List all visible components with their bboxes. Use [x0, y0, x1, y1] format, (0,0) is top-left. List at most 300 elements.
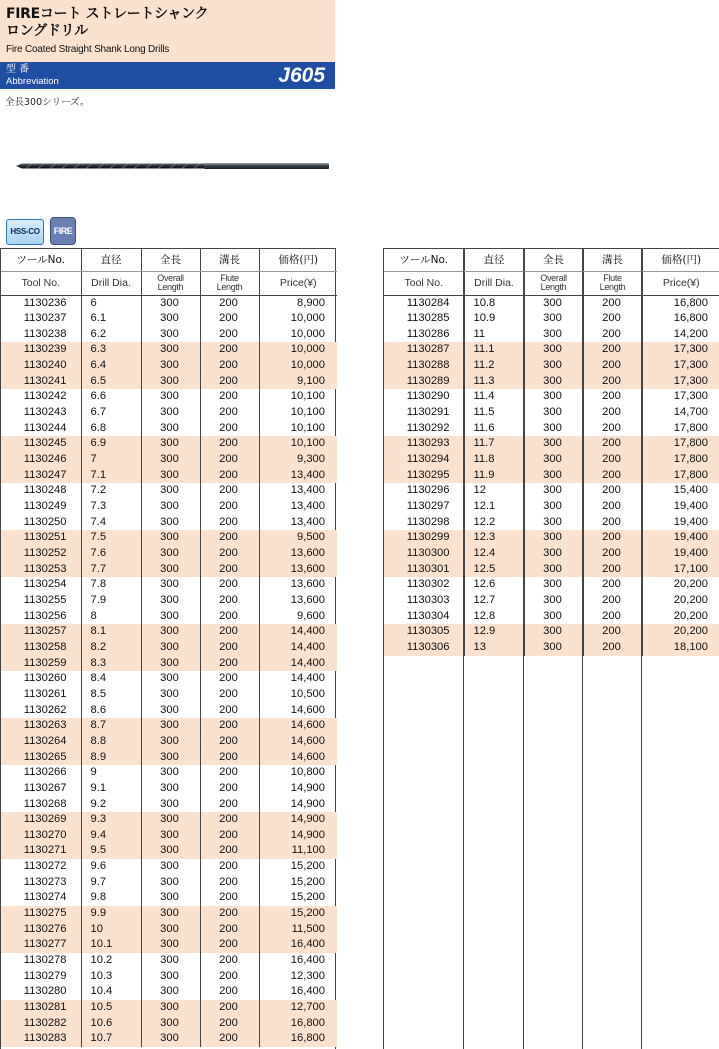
cell-price: 14,700 — [673, 406, 708, 419]
cell-overall-length: 300 — [141, 389, 200, 405]
cell-drill-dia: 12 — [464, 483, 524, 499]
cell-tool-no: 1130285 — [384, 311, 464, 327]
table-row — [384, 640, 719, 656]
cell-overall-length: 300 — [141, 656, 200, 672]
cell-price: 14,900 — [290, 797, 325, 810]
header-tool-no-jp: ツールNo. — [1, 249, 81, 271]
cell-price: 16,400 — [290, 985, 325, 998]
cell-tool-no: 1130254 — [1, 577, 81, 593]
cell-overall-length: 300 — [141, 781, 200, 797]
cell-drill-dia: 10.7 — [81, 1031, 141, 1047]
table-row — [1, 922, 337, 938]
header-dia-jp: 直径 — [464, 249, 524, 271]
cell-flute-length: 200 — [583, 530, 642, 546]
table-row — [1, 327, 337, 343]
cell-drill-dia: 12.3 — [464, 530, 524, 546]
cell-drill-dia: 8.9 — [81, 750, 141, 766]
cell-drill-dia: 8.1 — [81, 624, 141, 640]
cell-tool-no: 1130286 — [384, 327, 464, 343]
cell-tool-no: 1130282 — [1, 1016, 81, 1032]
cell-flute-length: 200 — [200, 624, 259, 640]
cell-price: 16,800 — [673, 296, 708, 309]
cell-price: 15,200 — [259, 906, 337, 922]
cell-flute-length: 200 — [583, 421, 642, 437]
cell-price: 14,400 — [259, 624, 337, 640]
header-flute-en: Flute Length — [200, 271, 259, 295]
table-row — [1, 843, 337, 859]
cell-drill-dia: 6.7 — [81, 405, 141, 421]
cell-overall-length: 300 — [141, 327, 200, 343]
cell-flute-length: 200 — [200, 577, 259, 593]
abbreviation-bar — [0, 62, 335, 89]
table-row — [384, 436, 719, 452]
cell-tool-no: 1130304 — [384, 609, 464, 625]
cell-overall-length: 300 — [141, 937, 200, 953]
hss-co-badge-icon: HSS-CO — [6, 219, 44, 245]
cell-price: 15,200 — [290, 875, 325, 888]
table-row — [384, 483, 719, 499]
table-row — [1, 389, 337, 405]
cell-tool-no: 1130255 — [1, 593, 81, 609]
table-row — [384, 374, 719, 390]
cell-overall-length: 300 — [141, 812, 200, 828]
cell-drill-dia: 9.7 — [81, 875, 141, 891]
table-row — [384, 562, 719, 578]
cell-tool-no: 1130260 — [1, 671, 81, 687]
cell-drill-dia: 9.9 — [81, 906, 141, 922]
cell-tool-no: 1130238 — [1, 327, 81, 343]
cell-price: 14,900 — [290, 781, 325, 794]
page-title-line2: ロングドリル — [6, 23, 88, 39]
cell-price: 20,200 — [673, 609, 708, 622]
cell-tool-no: 1130272 — [1, 859, 81, 875]
cell-price: 17,300 — [642, 358, 719, 374]
cell-drill-dia: 9 — [81, 765, 141, 781]
cell-price: 8,900 — [297, 296, 325, 309]
cell-drill-dia: 7.3 — [81, 499, 141, 515]
table-row — [384, 295, 719, 311]
table-row — [384, 311, 719, 327]
cell-overall-length: 300 — [141, 906, 200, 922]
cell-overall-length: 300 — [141, 609, 200, 625]
cell-flute-length: 200 — [583, 483, 642, 499]
cell-tool-no: 1130288 — [384, 358, 464, 374]
cell-drill-dia: 11.2 — [464, 358, 524, 374]
cell-overall-length: 300 — [141, 828, 200, 844]
cell-tool-no: 1130296 — [384, 483, 464, 499]
cell-price: 12,300 — [290, 969, 325, 982]
cell-price: 17,300 — [642, 342, 719, 358]
cell-drill-dia: 7.9 — [81, 593, 141, 609]
table-row — [1, 562, 337, 578]
table-row — [1, 1031, 337, 1047]
cell-overall-length: 300 — [141, 295, 200, 311]
cell-price: 10,100 — [290, 390, 325, 403]
cell-flute-length: 200 — [200, 436, 259, 452]
cell-flute-length: 200 — [583, 609, 642, 625]
cell-drill-dia: 8.7 — [81, 718, 141, 734]
cell-flute-length: 200 — [200, 687, 259, 703]
abbreviation-label-en: Abbreviation — [6, 76, 59, 87]
cell-flute-length: 200 — [200, 515, 259, 531]
cell-drill-dia: 12.6 — [464, 577, 524, 593]
cell-flute-length: 200 — [583, 358, 642, 374]
table-row — [1, 609, 337, 625]
table-row — [1, 937, 337, 953]
cell-overall-length: 300 — [141, 875, 200, 891]
cell-price: 14,400 — [259, 640, 337, 656]
table-row — [384, 452, 719, 468]
cell-price: 10,100 — [290, 406, 325, 419]
cell-flute-length: 200 — [200, 922, 259, 938]
table-row — [1, 1000, 337, 1016]
cell-tool-no: 1130265 — [1, 750, 81, 766]
cell-tool-no: 1130267 — [1, 781, 81, 797]
spec-table-left — [0, 248, 336, 1049]
cell-price: 14,600 — [259, 718, 337, 734]
cell-drill-dia: 8.2 — [81, 640, 141, 656]
cell-tool-no: 1130261 — [1, 687, 81, 703]
cell-drill-dia: 9.4 — [81, 828, 141, 844]
cell-tool-no: 1130243 — [1, 405, 81, 421]
cell-overall-length: 300 — [141, 984, 200, 1000]
cell-overall-length: 300 — [524, 546, 583, 562]
cell-drill-dia: 6.8 — [81, 421, 141, 437]
cell-tool-no: 1130289 — [384, 374, 464, 390]
cell-drill-dia: 7.2 — [81, 483, 141, 499]
table-row — [1, 953, 337, 969]
cell-tool-no: 1130274 — [1, 890, 81, 906]
cell-overall-length: 300 — [141, 436, 200, 452]
cell-tool-no: 1130247 — [1, 468, 81, 484]
cell-overall-length: 300 — [141, 593, 200, 609]
cell-flute-length: 200 — [200, 797, 259, 813]
table-row — [384, 609, 719, 625]
cell-tool-no: 1130297 — [384, 499, 464, 515]
cell-overall-length: 300 — [141, 859, 200, 875]
cell-drill-dia: 9.3 — [81, 812, 141, 828]
cell-tool-no: 1130287 — [384, 342, 464, 358]
cell-drill-dia: 11.1 — [464, 342, 524, 358]
cell-flute-length: 200 — [200, 452, 259, 468]
header-length-en: Overall Length — [524, 271, 583, 295]
cell-overall-length: 300 — [141, 734, 200, 750]
cell-overall-length: 300 — [524, 577, 583, 593]
cell-tool-no: 1130244 — [1, 421, 81, 437]
cell-price: 10,500 — [290, 687, 325, 700]
cell-price: 14,600 — [259, 750, 337, 766]
header-flute-en: Flute Length — [583, 271, 642, 295]
cell-drill-dia: 13 — [464, 640, 524, 656]
table-row — [1, 342, 337, 358]
cell-drill-dia: 6 — [81, 295, 141, 311]
spec-table-right — [383, 248, 719, 1049]
cell-price: 9,100 — [259, 374, 337, 390]
cell-tool-no: 1130300 — [384, 546, 464, 562]
cell-overall-length: 300 — [141, 499, 200, 515]
cell-overall-length: 300 — [524, 358, 583, 374]
table-row — [384, 327, 719, 343]
table-row — [1, 859, 337, 875]
title-block — [0, 0, 335, 62]
cell-drill-dia: 11 — [464, 327, 524, 343]
cell-price: 13,400 — [259, 468, 337, 484]
header-dia-en: Drill Dia. — [81, 271, 141, 295]
cell-price: 16,800 — [259, 1031, 337, 1047]
cell-drill-dia: 7 — [81, 452, 141, 468]
header-flute-jp: 溝長 — [583, 249, 642, 271]
cell-overall-length: 300 — [141, 515, 200, 531]
cell-tool-no: 1130293 — [384, 436, 464, 452]
cell-price: 16,800 — [259, 1016, 337, 1032]
fire-coating-badge-icon: FIRE — [50, 217, 76, 245]
cell-drill-dia: 7.5 — [81, 530, 141, 546]
cell-tool-no: 1130258 — [1, 640, 81, 656]
cell-price: 13,400 — [290, 515, 325, 528]
cell-tool-no: 1130278 — [1, 953, 81, 969]
cell-tool-no: 1130275 — [1, 906, 81, 922]
cell-overall-length: 300 — [141, 750, 200, 766]
table-row — [1, 734, 337, 750]
cell-tool-no: 1130276 — [1, 922, 81, 938]
cell-tool-no: 1130269 — [1, 812, 81, 828]
cell-overall-length: 300 — [524, 593, 583, 609]
table-row — [1, 374, 337, 390]
cell-drill-dia: 8.8 — [81, 734, 141, 750]
cell-price: 17,300 — [673, 390, 708, 403]
cell-flute-length: 200 — [200, 812, 259, 828]
cell-overall-length: 300 — [141, 797, 200, 813]
cell-tool-no: 1130305 — [384, 624, 464, 640]
cell-overall-length: 300 — [141, 1016, 200, 1032]
cell-flute-length: 200 — [200, 906, 259, 922]
table-row — [1, 640, 337, 656]
cell-flute-length: 200 — [583, 640, 642, 656]
cell-flute-length: 200 — [200, 609, 259, 625]
cell-overall-length: 300 — [141, 405, 200, 421]
cell-tool-no: 1130298 — [384, 515, 464, 531]
cell-overall-length: 300 — [141, 562, 200, 578]
cell-drill-dia: 6.6 — [81, 389, 141, 405]
cell-overall-length: 300 — [141, 765, 200, 781]
cell-flute-length: 200 — [200, 890, 259, 906]
cell-flute-length: 200 — [200, 656, 259, 672]
cell-overall-length: 300 — [141, 342, 200, 358]
cell-drill-dia: 9.2 — [81, 797, 141, 813]
cell-overall-length: 300 — [141, 703, 200, 719]
cell-overall-length: 300 — [141, 358, 200, 374]
header-price-en: Price(¥) — [642, 271, 719, 295]
cell-drill-dia: 12.7 — [464, 593, 524, 609]
cell-price: 15,200 — [290, 891, 325, 904]
cell-tool-no: 1130294 — [384, 452, 464, 468]
cell-price: 19,400 — [673, 500, 708, 513]
cell-drill-dia: 7.7 — [81, 562, 141, 578]
table-row — [1, 890, 337, 906]
cell-drill-dia: 6.3 — [81, 342, 141, 358]
abbreviation-label-jp: 型 番 — [6, 64, 30, 75]
cell-drill-dia: 12.8 — [464, 609, 524, 625]
cell-flute-length: 200 — [200, 562, 259, 578]
cell-overall-length: 300 — [524, 374, 583, 390]
cell-drill-dia: 11.5 — [464, 405, 524, 421]
cell-drill-dia: 6.5 — [81, 374, 141, 390]
table-row — [1, 593, 337, 609]
cell-price: 16,400 — [290, 954, 325, 967]
table-row — [384, 405, 719, 421]
cell-drill-dia: 9.8 — [81, 890, 141, 906]
cell-overall-length: 300 — [524, 468, 583, 484]
cell-drill-dia: 8.4 — [81, 671, 141, 687]
cell-price: 18,100 — [642, 640, 719, 656]
cell-drill-dia: 7.8 — [81, 577, 141, 593]
cell-flute-length: 200 — [200, 718, 259, 734]
cell-flute-length: 200 — [200, 389, 259, 405]
cell-price: 10,100 — [259, 436, 337, 452]
cell-tool-no: 1130301 — [384, 562, 464, 578]
page-subtitle-en: Fire Coated Straight Shank Long Drills — [6, 44, 170, 55]
cell-price: 10,100 — [290, 421, 325, 434]
cell-drill-dia: 10 — [81, 922, 141, 938]
cell-price: 14,600 — [290, 703, 325, 716]
table-row — [384, 530, 719, 546]
table-row — [384, 468, 719, 484]
cell-drill-dia: 11.8 — [464, 452, 524, 468]
cell-flute-length: 200 — [200, 327, 259, 343]
cell-flute-length: 200 — [200, 828, 259, 844]
table-row — [1, 499, 337, 515]
cell-overall-length: 300 — [141, 953, 200, 969]
cell-overall-length: 300 — [524, 609, 583, 625]
cell-tool-no: 1130248 — [1, 483, 81, 499]
cell-price: 13,600 — [259, 546, 337, 562]
table-row — [1, 750, 337, 766]
cell-price: 20,200 — [673, 578, 708, 591]
cell-overall-length: 300 — [524, 530, 583, 546]
cell-tool-no: 1130252 — [1, 546, 81, 562]
cell-tool-no: 1130270 — [1, 828, 81, 844]
cell-flute-length: 200 — [200, 765, 259, 781]
cell-flute-length: 200 — [200, 843, 259, 859]
cell-overall-length: 300 — [141, 890, 200, 906]
header-flute-jp: 溝長 — [200, 249, 259, 271]
cell-tool-no: 1130302 — [384, 577, 464, 593]
cell-flute-length: 200 — [200, 859, 259, 875]
cell-price: 13,600 — [290, 578, 325, 591]
table-row — [1, 624, 337, 640]
cell-overall-length: 300 — [141, 687, 200, 703]
cell-drill-dia: 7.1 — [81, 468, 141, 484]
header-length-en: Overall Length — [141, 271, 200, 295]
cell-flute-length: 200 — [583, 374, 642, 390]
cell-tool-no: 1130249 — [1, 499, 81, 515]
table-row — [1, 828, 337, 844]
cell-tool-no: 1130263 — [1, 718, 81, 734]
cell-price: 9,500 — [259, 530, 337, 546]
table-row — [1, 797, 337, 813]
page-title: FIREコート ストレートシャンク — [6, 6, 209, 22]
cell-flute-length: 200 — [583, 468, 642, 484]
cell-flute-length: 200 — [200, 421, 259, 437]
cell-drill-dia: 9.5 — [81, 843, 141, 859]
cell-tool-no: 1130277 — [1, 937, 81, 953]
cell-flute-length: 200 — [200, 734, 259, 750]
cell-drill-dia: 6.4 — [81, 358, 141, 374]
cell-drill-dia: 9.1 — [81, 781, 141, 797]
cell-tool-no: 1130283 — [1, 1031, 81, 1047]
header-dia-en: Drill Dia. — [464, 271, 524, 295]
cell-tool-no: 1130257 — [1, 624, 81, 640]
table-row — [384, 342, 719, 358]
cell-overall-length: 300 — [141, 452, 200, 468]
cell-tool-no: 1130256 — [1, 609, 81, 625]
cell-flute-length: 200 — [583, 327, 642, 343]
table-row — [384, 421, 719, 437]
table-row — [1, 984, 337, 1000]
cell-tool-no: 1130236 — [1, 295, 81, 311]
cell-flute-length: 200 — [200, 640, 259, 656]
cell-flute-length: 200 — [200, 750, 259, 766]
cell-flute-length: 200 — [200, 1016, 259, 1032]
cell-overall-length: 300 — [141, 311, 200, 327]
cell-flute-length: 200 — [583, 389, 642, 405]
cell-tool-no: 1130290 — [384, 389, 464, 405]
product-code: J605 — [278, 64, 325, 87]
cell-flute-length: 200 — [200, 781, 259, 797]
cell-price: 11,500 — [259, 922, 337, 938]
cell-flute-length: 200 — [583, 577, 642, 593]
cell-overall-length: 300 — [524, 295, 583, 311]
cell-overall-length: 300 — [524, 421, 583, 437]
cell-price: 20,200 — [673, 593, 708, 606]
cell-flute-length: 200 — [583, 295, 642, 311]
cell-overall-length: 300 — [524, 499, 583, 515]
table-row — [384, 499, 719, 515]
cell-drill-dia: 11.6 — [464, 421, 524, 437]
table-row — [384, 515, 719, 531]
cell-flute-length: 200 — [583, 311, 642, 327]
table-row — [1, 765, 337, 781]
cell-price: 12,700 — [259, 1000, 337, 1016]
cell-price: 9,600 — [297, 609, 325, 622]
table-row — [1, 452, 337, 468]
cell-price: 17,800 — [642, 452, 719, 468]
cell-overall-length: 300 — [524, 436, 583, 452]
cell-flute-length: 200 — [583, 436, 642, 452]
header-dia-jp: 直径 — [81, 249, 141, 271]
cell-drill-dia: 10.4 — [81, 984, 141, 1000]
cell-overall-length: 300 — [524, 562, 583, 578]
table-row — [1, 468, 337, 484]
cell-drill-dia: 12.9 — [464, 624, 524, 640]
cell-overall-length: 300 — [524, 624, 583, 640]
table-row — [1, 875, 337, 891]
cell-flute-length: 200 — [200, 499, 259, 515]
cell-drill-dia: 8.6 — [81, 703, 141, 719]
cell-flute-length: 200 — [200, 374, 259, 390]
cell-flute-length: 200 — [200, 937, 259, 953]
cell-price: 17,800 — [673, 421, 708, 434]
cell-flute-length: 200 — [200, 468, 259, 484]
cell-price: 17,800 — [642, 436, 719, 452]
cell-tool-no: 1130245 — [1, 436, 81, 452]
cell-tool-no: 1130259 — [1, 656, 81, 672]
cell-price: 10,000 — [290, 312, 325, 325]
cell-tool-no: 1130246 — [1, 452, 81, 468]
cell-overall-length: 300 — [141, 922, 200, 938]
cell-price: 14,600 — [259, 734, 337, 750]
table-row — [1, 530, 337, 546]
